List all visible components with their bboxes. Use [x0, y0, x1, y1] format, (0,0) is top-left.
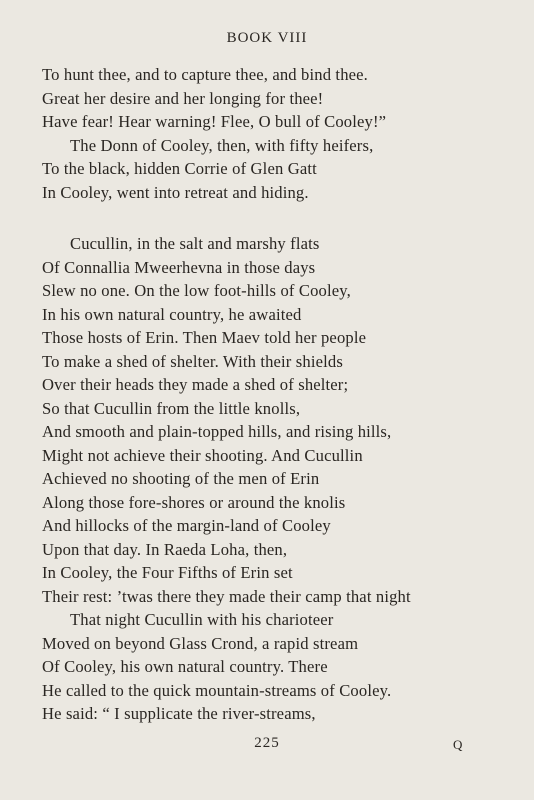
verse-line: And smooth and plain-topped hills, and rising hills,: [42, 422, 392, 441]
stanza: [42, 63, 512, 204]
verse-line: So that Cucullin from the little knolls,: [42, 398, 301, 418]
verse-line: Might not achieve their shooting. And Cucullin: [42, 445, 363, 465]
verse-line: Slew no one. On the low foot-hills of Cooley,: [42, 281, 351, 300]
verse-line: In Cooley, went into retreat and hiding.: [42, 182, 309, 202]
verse-line: In Cooley, the Four Fifths of Erin set: [42, 563, 293, 582]
running-head: BOOK VIII: [226, 30, 308, 46]
verse-line: That night Cucullin with his charioteer: [70, 610, 334, 629]
verse-line: The Donn of Cooley, then, with fifty heifers,: [70, 135, 374, 155]
verse-line: And hillocks of the margin-land of Cooley: [42, 516, 331, 535]
verse-line: In his own natural country, he awaited: [42, 304, 302, 324]
verse-line: To hunt thee, and to capture thee, and bind thee.: [42, 65, 368, 84]
verse-line: He said: “ I supplicate the river-streams,: [42, 704, 316, 723]
verse-line: Cucullin, in the salt and marshy flats: [70, 234, 320, 253]
verse-line: Of Cooley, his own natural country. There: [42, 657, 328, 676]
page-number: 225: [254, 735, 280, 751]
verse-line: Moved on beyond Glass Crond, a rapid stream: [42, 633, 359, 653]
verse-line: To make a shed of shelter. With their shields: [42, 351, 343, 371]
verse-line: To the black, hidden Corrie of Glen Gatt: [42, 159, 317, 178]
verse-line: Of Connallia Mweerhevna in those days: [42, 257, 316, 277]
verse-line: Over their heads they made a shed of shelter;: [42, 375, 349, 394]
verse-line: Great her desire and her longing for thee!: [42, 88, 324, 108]
verse-line: He called to the quick mountain-streams of Cooley.: [42, 680, 392, 700]
verse-line: Their rest: ’twas there they made their camp that night: [42, 586, 411, 606]
verse-line: Achieved no shooting of the men of Erin: [42, 469, 320, 488]
stanza: [42, 232, 512, 726]
signature-mark: Q: [453, 737, 463, 752]
verse-line: Have fear! Hear warning! Flee, O bull of Cooley!”: [42, 112, 387, 131]
verse-line: Those hosts of Erin. Then Maev told her people: [42, 328, 367, 347]
verse-line: Upon that day. In Raeda Loha, then,: [42, 539, 288, 559]
verse-line: Along those fore-shores or around the knolis: [42, 492, 346, 512]
